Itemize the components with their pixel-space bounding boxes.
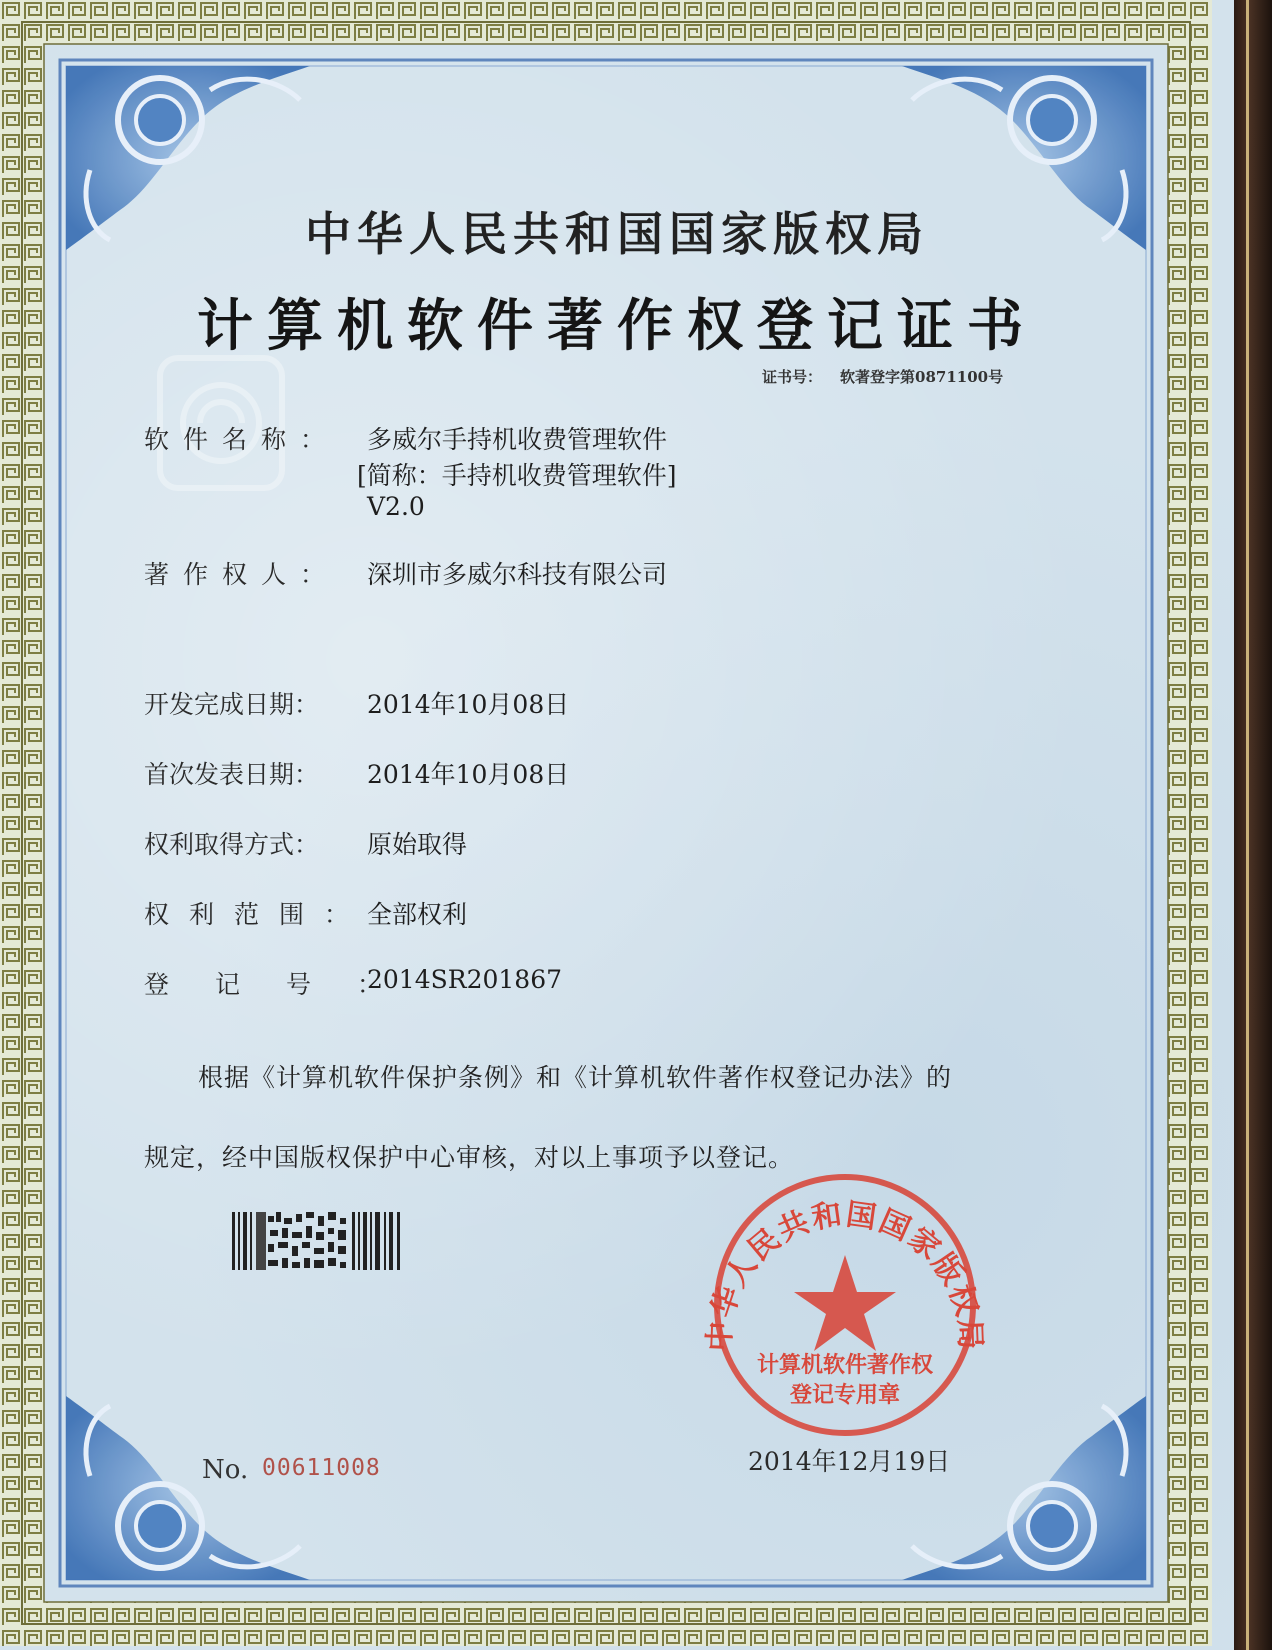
value-copyright-owner: 深圳市多威尔科技有限公司	[367, 560, 668, 589]
statement-line2: 规定，经中国版权保护中心审核，对以上事项予以登记。	[144, 1143, 795, 1172]
label-copyright-owner: 著作权人：	[144, 560, 340, 589]
label-first-publish-date: 首次发表日期：	[144, 760, 320, 789]
label-software-name: 软件名称：	[144, 425, 340, 454]
seal-inner-line2: 登记专用章	[789, 1382, 901, 1408]
corner-ornament-bottom-left	[66, 1396, 310, 1580]
cert-no-label: 证书号：	[762, 368, 823, 386]
statement-line1: 根据《计算机软件保护条例》和《计算机软件著作权登记办法》的	[198, 1063, 953, 1092]
value-scope: 全部权利	[367, 900, 468, 929]
certificate-title: 计算机软件著作权登记证书	[197, 293, 1037, 359]
issue-date: 2014年12月19日	[748, 1447, 951, 1476]
seal-inner-line1: 计算机软件著作权	[756, 1352, 934, 1378]
serial-number-value: 00611008	[262, 1455, 381, 1481]
label-registration-no: 登记号：	[144, 970, 429, 999]
issuing-authority: 中华人民共和国国家版权局	[305, 207, 929, 261]
seal-outer-text: 中华人民共和国国家版权局	[702, 1197, 988, 1352]
barcode-image	[232, 1212, 402, 1270]
label-dev-completion-date: 开发完成日期：	[144, 690, 320, 719]
value-registration-no: 2014SR201867	[367, 965, 563, 994]
value-dev-completion-date: 2014年10月08日	[367, 690, 570, 719]
corner-ornament-bottom-right	[902, 1396, 1146, 1580]
value-first-publish-date: 2014年10月08日	[367, 760, 570, 789]
label-scope: 权利范围：	[144, 900, 370, 929]
scan-edge	[1234, 0, 1272, 1650]
value-software-version: V2.0	[367, 492, 425, 521]
certificate-number	[762, 366, 1021, 387]
official-seal	[717, 1177, 973, 1433]
value-software-name-line2: [简称：手持机收费管理软件]	[357, 461, 677, 490]
label-acquisition-method: 权利取得方式：	[144, 830, 320, 859]
serial-number-label: No.	[202, 1455, 249, 1485]
cert-no-value: 软著登字第0871100号	[840, 368, 1004, 386]
value-acquisition-method: 原始取得	[367, 830, 468, 859]
value-software-name-line1: 多威尔手持机收费管理软件	[367, 425, 668, 454]
